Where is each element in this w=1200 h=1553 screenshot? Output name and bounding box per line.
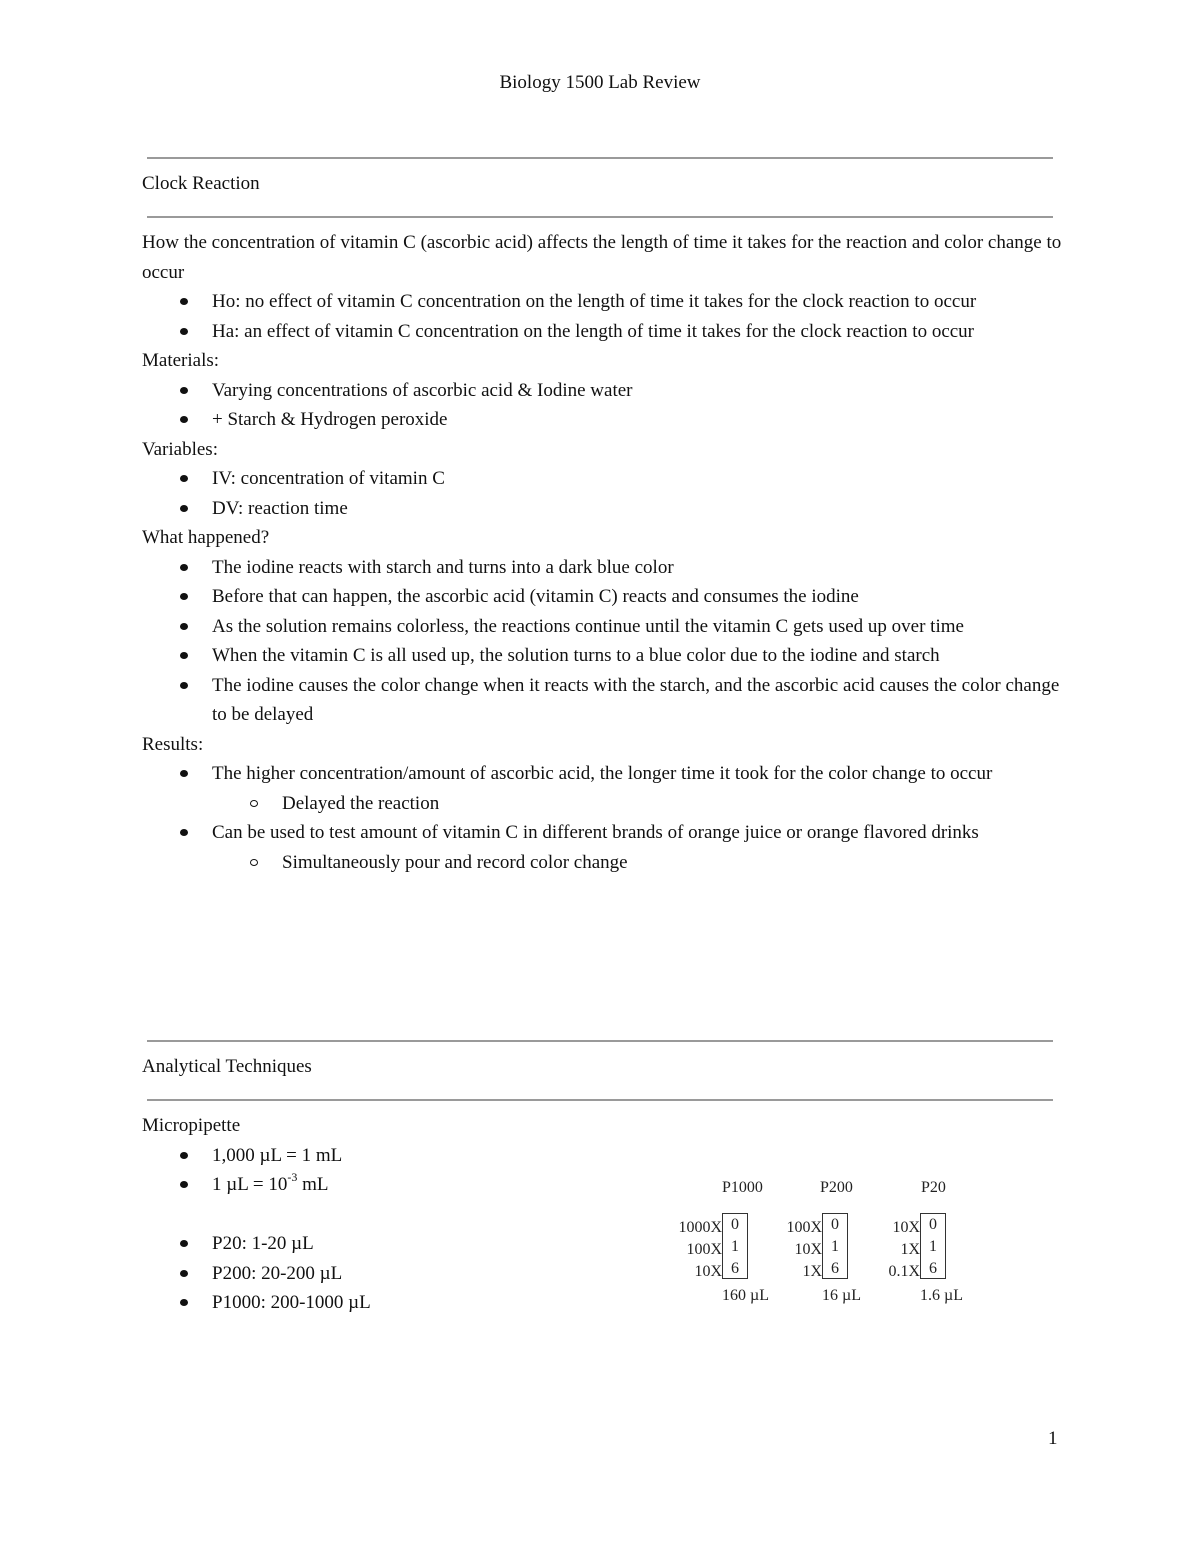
pipette-range-list — [142, 1229, 662, 1318]
list-item: Ha: an effect of vitamin C concentration on the length of time it takes for the clock reaction to occur — [142, 317, 1062, 347]
pipette-digit: 0 — [929, 1216, 937, 1233]
pipette-multiplier: 100X — [686, 1241, 722, 1258]
section-rule-bottom — [147, 216, 1053, 218]
results-list — [142, 759, 1062, 877]
pipette-multiplier: 1X — [900, 1241, 920, 1258]
pipette-digit: 1 — [731, 1238, 739, 1255]
intro-paragraph: How the concentration of vitamin C (ascorbic acid) affects the length of time it takes for the reaction and color change to occur — [142, 232, 1062, 283]
pipette-digit: 6 — [731, 1260, 739, 1277]
section-rule-top — [147, 1040, 1053, 1042]
materials-label: Materials: — [142, 350, 220, 371]
clock-reaction-content — [142, 228, 1062, 877]
pipette-multiplier: 10X — [892, 1219, 920, 1236]
list-item: 1,000 µL = 1 mL — [142, 1141, 662, 1171]
pipette-multiplier: 1X — [802, 1263, 822, 1280]
list-item: Ho: no effect of vitamin C concentration on the length of time it takes for the clock reaction to occur — [142, 287, 1062, 317]
list-item — [142, 759, 1062, 818]
sub-list — [212, 789, 1062, 819]
pipette-digit: 1 — [831, 1238, 839, 1255]
list-item: When the vitamin C is all used up, the solution turns to a blue color due to the iodine and starch — [142, 641, 1062, 671]
list-item: P200: 20-200 µL — [142, 1259, 662, 1289]
pipette-digit: 0 — [831, 1216, 839, 1233]
pipette-digit: 0 — [731, 1216, 739, 1233]
list-item: Before that can happen, the ascorbic acid (vitamin C) reacts and consumes the iodine — [142, 582, 1062, 612]
sub-list-item: Delayed the reaction — [212, 789, 1062, 819]
variables-label: Variables: — [142, 438, 218, 460]
pipette-digit: 6 — [929, 1260, 937, 1277]
result-text: The higher concentration/amount of ascorbic acid, the longer time it took for the color change to occur — [212, 763, 993, 784]
pipette-volume: 16 µL — [822, 1287, 861, 1304]
section-rule-top — [147, 157, 1053, 159]
variables-list — [142, 464, 1062, 523]
list-item: P1000: 200-1000 µL — [142, 1288, 662, 1318]
pipette-volume: 160 µL — [722, 1287, 769, 1304]
conversion-suffix: mL — [297, 1174, 329, 1195]
pipette-multiplier: 100X — [786, 1219, 822, 1236]
list-item: The iodine causes the color change when it reacts with the starch, and the ascorbic acid causes the color change to be delayed — [142, 671, 1062, 730]
pipette-multiplier: 1000X — [678, 1219, 722, 1236]
list-item: P20: 1-20 µL — [142, 1229, 662, 1259]
micropipette-content — [142, 1111, 662, 1318]
sub-list — [212, 848, 1062, 878]
what-happened-label: What happened? — [142, 527, 270, 548]
pipette-multiplier: 0.1X — [888, 1263, 920, 1280]
pipette-name: P20 — [921, 1179, 946, 1196]
list-item: + Starch & Hydrogen peroxide — [142, 405, 1062, 435]
list-item: IV: concentration of vitamin C — [142, 464, 1062, 494]
sub-list-item: Simultaneously pour and record color change — [212, 848, 1062, 878]
list-item — [142, 1170, 662, 1200]
pipette-dial-window — [722, 1213, 748, 1279]
micropipette-subhead: Micropipette — [142, 1115, 241, 1136]
micropipette-diagram — [660, 1175, 980, 1315]
pipette-multiplier: 10X — [794, 1241, 822, 1258]
pipette-multiplier: 10X — [694, 1263, 722, 1280]
hypotheses-list — [142, 287, 1062, 346]
list-item — [142, 818, 1062, 877]
results-label: Results: — [142, 733, 204, 755]
what-happened-list — [142, 553, 1062, 730]
list-item: As the solution remains colorless, the reactions continue until the vitamin C gets used up over time — [142, 612, 1062, 642]
list-item: DV: reaction time — [142, 494, 1062, 524]
spacer — [142, 1200, 662, 1230]
page-number: 1 — [1048, 1428, 1058, 1449]
conversion-prefix: 1 µL = 10 — [212, 1174, 288, 1195]
conversion-list — [142, 1141, 662, 1200]
pipette-dial-window — [822, 1213, 848, 1279]
pipette-volume: 1.6 µL — [920, 1287, 963, 1304]
page-header: Biology 1500 Lab Review — [499, 72, 701, 93]
pipette-digit: 6 — [831, 1260, 839, 1277]
materials-list — [142, 376, 1062, 435]
section-rule-bottom — [147, 1099, 1053, 1101]
pipette-digit: 1 — [929, 1238, 937, 1255]
pipette-dial-window — [920, 1213, 946, 1279]
section-title-analytical-techniques: Analytical Techniques — [142, 1056, 312, 1077]
list-item: The iodine reacts with starch and turns into a dark blue color — [142, 553, 1062, 583]
pipette-name: P200 — [820, 1179, 853, 1196]
list-item: Varying concentrations of ascorbic acid & Iodine water — [142, 376, 1062, 406]
section-title-clock-reaction: Clock Reaction — [142, 173, 260, 194]
conversion-exponent: -3 — [287, 1169, 298, 1184]
pipette-name: P1000 — [722, 1179, 763, 1196]
result-text: Can be used to test amount of vitamin C in different brands of orange juice or orange flavored drinks — [212, 822, 979, 843]
